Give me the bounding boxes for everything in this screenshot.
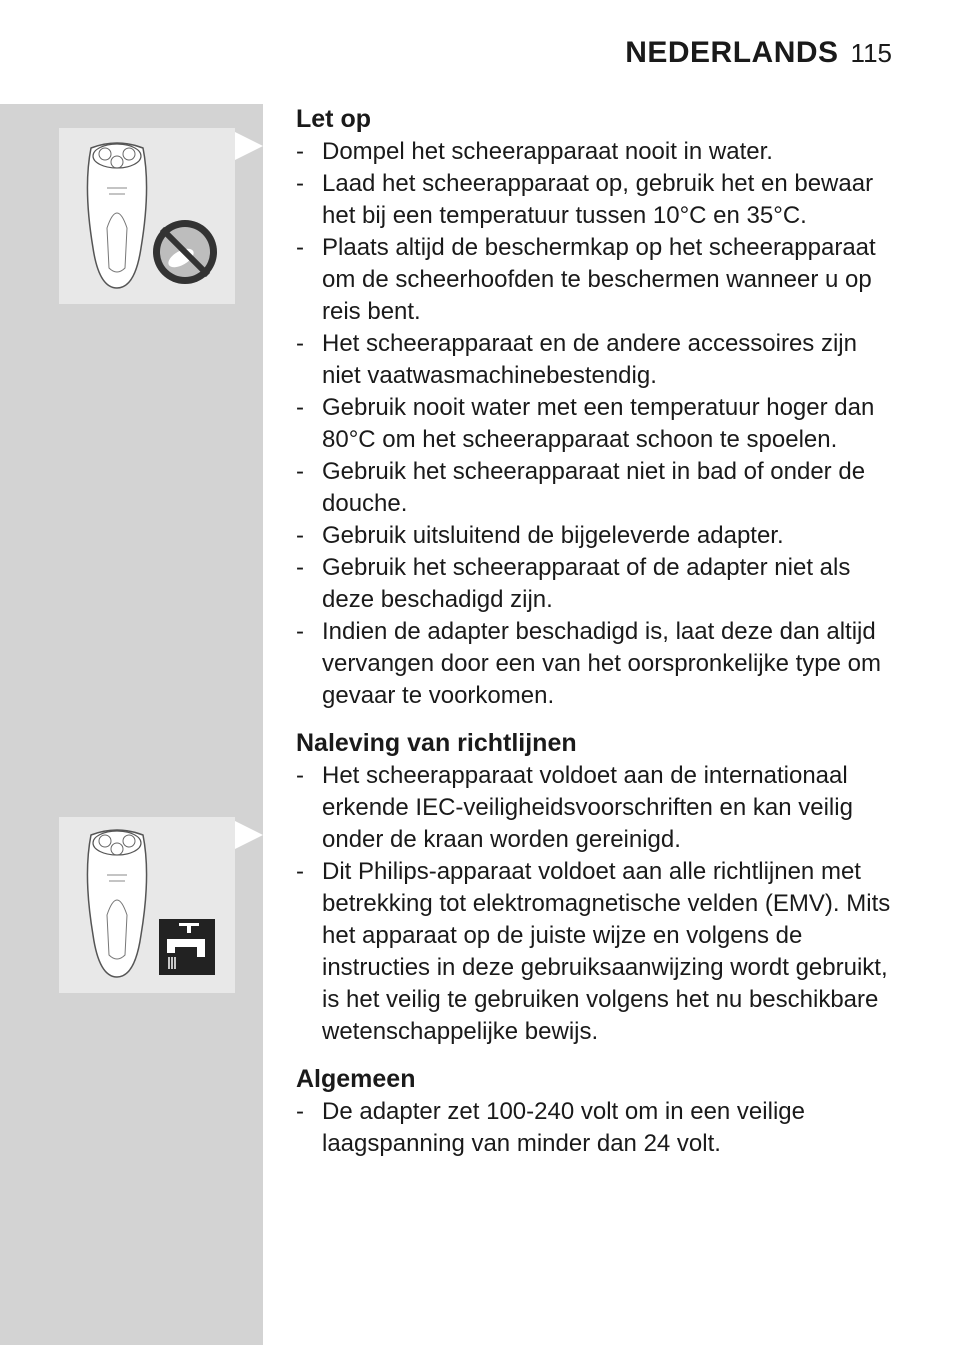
page-header: [625, 36, 892, 70]
bullet-list: [296, 1096, 896, 1160]
list-item: - Gebruik het scheerapparaat niet in bad of onder de douche.: [296, 456, 896, 520]
bullet-list: [296, 136, 896, 712]
page-number: 115: [850, 38, 892, 68]
main-content: [296, 102, 896, 1174]
section-title: Let op: [296, 105, 371, 133]
list-item: - Gebruik uitsluitend de bijgeleverde adapter.: [296, 520, 896, 552]
list-item: - Gebruik nooit water met een temperatuur hoger dan 80°C om het scheerapparaat schoon te spoelen.: [296, 392, 896, 456]
figure-pointer: [235, 132, 263, 160]
shaver-illustration: [59, 817, 235, 993]
list-item: - Dit Philips-apparaat voldoet aan alle richtlijnen met betrekking tot elektromagnetische velden (EMV). Mits het apparaat op de juiste wijze en volgens de instructies in deze gebruiksaanwijzing wordt gebruikt, is het veilig te gebruiken volgens het nu beschikbare wetenschappelijke bewijs.: [296, 856, 896, 1048]
figure-no-immersion: [59, 128, 235, 304]
language-heading: NEDERLANDS: [625, 36, 839, 69]
list-item: - Het scheerapparaat en de andere accessoires zijn niet vaatwasmachinebestendig.: [296, 328, 896, 392]
list-item: - Laad het scheerapparaat op, gebruik het en bewaar het bij een temperatuur tussen 10°C en 35°C.: [296, 168, 896, 232]
list-item: - Het scheerapparaat voldoet aan de internationaal erkende IEC-veiligheidsvoorschriften en kan veilig onder de kraan worden gereinigd.: [296, 760, 896, 856]
section-algemeen: [296, 1062, 896, 1160]
list-item: - De adapter zet 100-240 volt om in een veilige laagspanning van minder dan 24 volt.: [296, 1096, 896, 1160]
section-title: Naleving van richtlijnen: [296, 729, 577, 757]
bullet-list: [296, 760, 896, 1048]
list-item: - Dompel het scheerapparaat nooit in water.: [296, 136, 896, 168]
shaver-illustration: [59, 128, 235, 304]
list-item: - Plaats altijd de beschermkap op het scheerapparaat om de scheerhoofden te beschermen wanneer u op reis bent.: [296, 232, 896, 328]
figure-pointer: [235, 821, 263, 849]
no-immersion-icon: [153, 220, 217, 284]
section-title: Algemeen: [296, 1065, 416, 1093]
section-let-op: [296, 102, 896, 712]
list-item: - Indien de adapter beschadigd is, laat deze dan altijd vervangen door een van het oorspronkelijke type om gevaar te voorkomen.: [296, 616, 896, 712]
list-item: - Gebruik het scheerapparaat of de adapter niet als deze beschadigd zijn.: [296, 552, 896, 616]
section-naleving: [296, 726, 896, 1048]
figure-faucet: [59, 817, 235, 993]
faucet-icon: [159, 919, 215, 975]
